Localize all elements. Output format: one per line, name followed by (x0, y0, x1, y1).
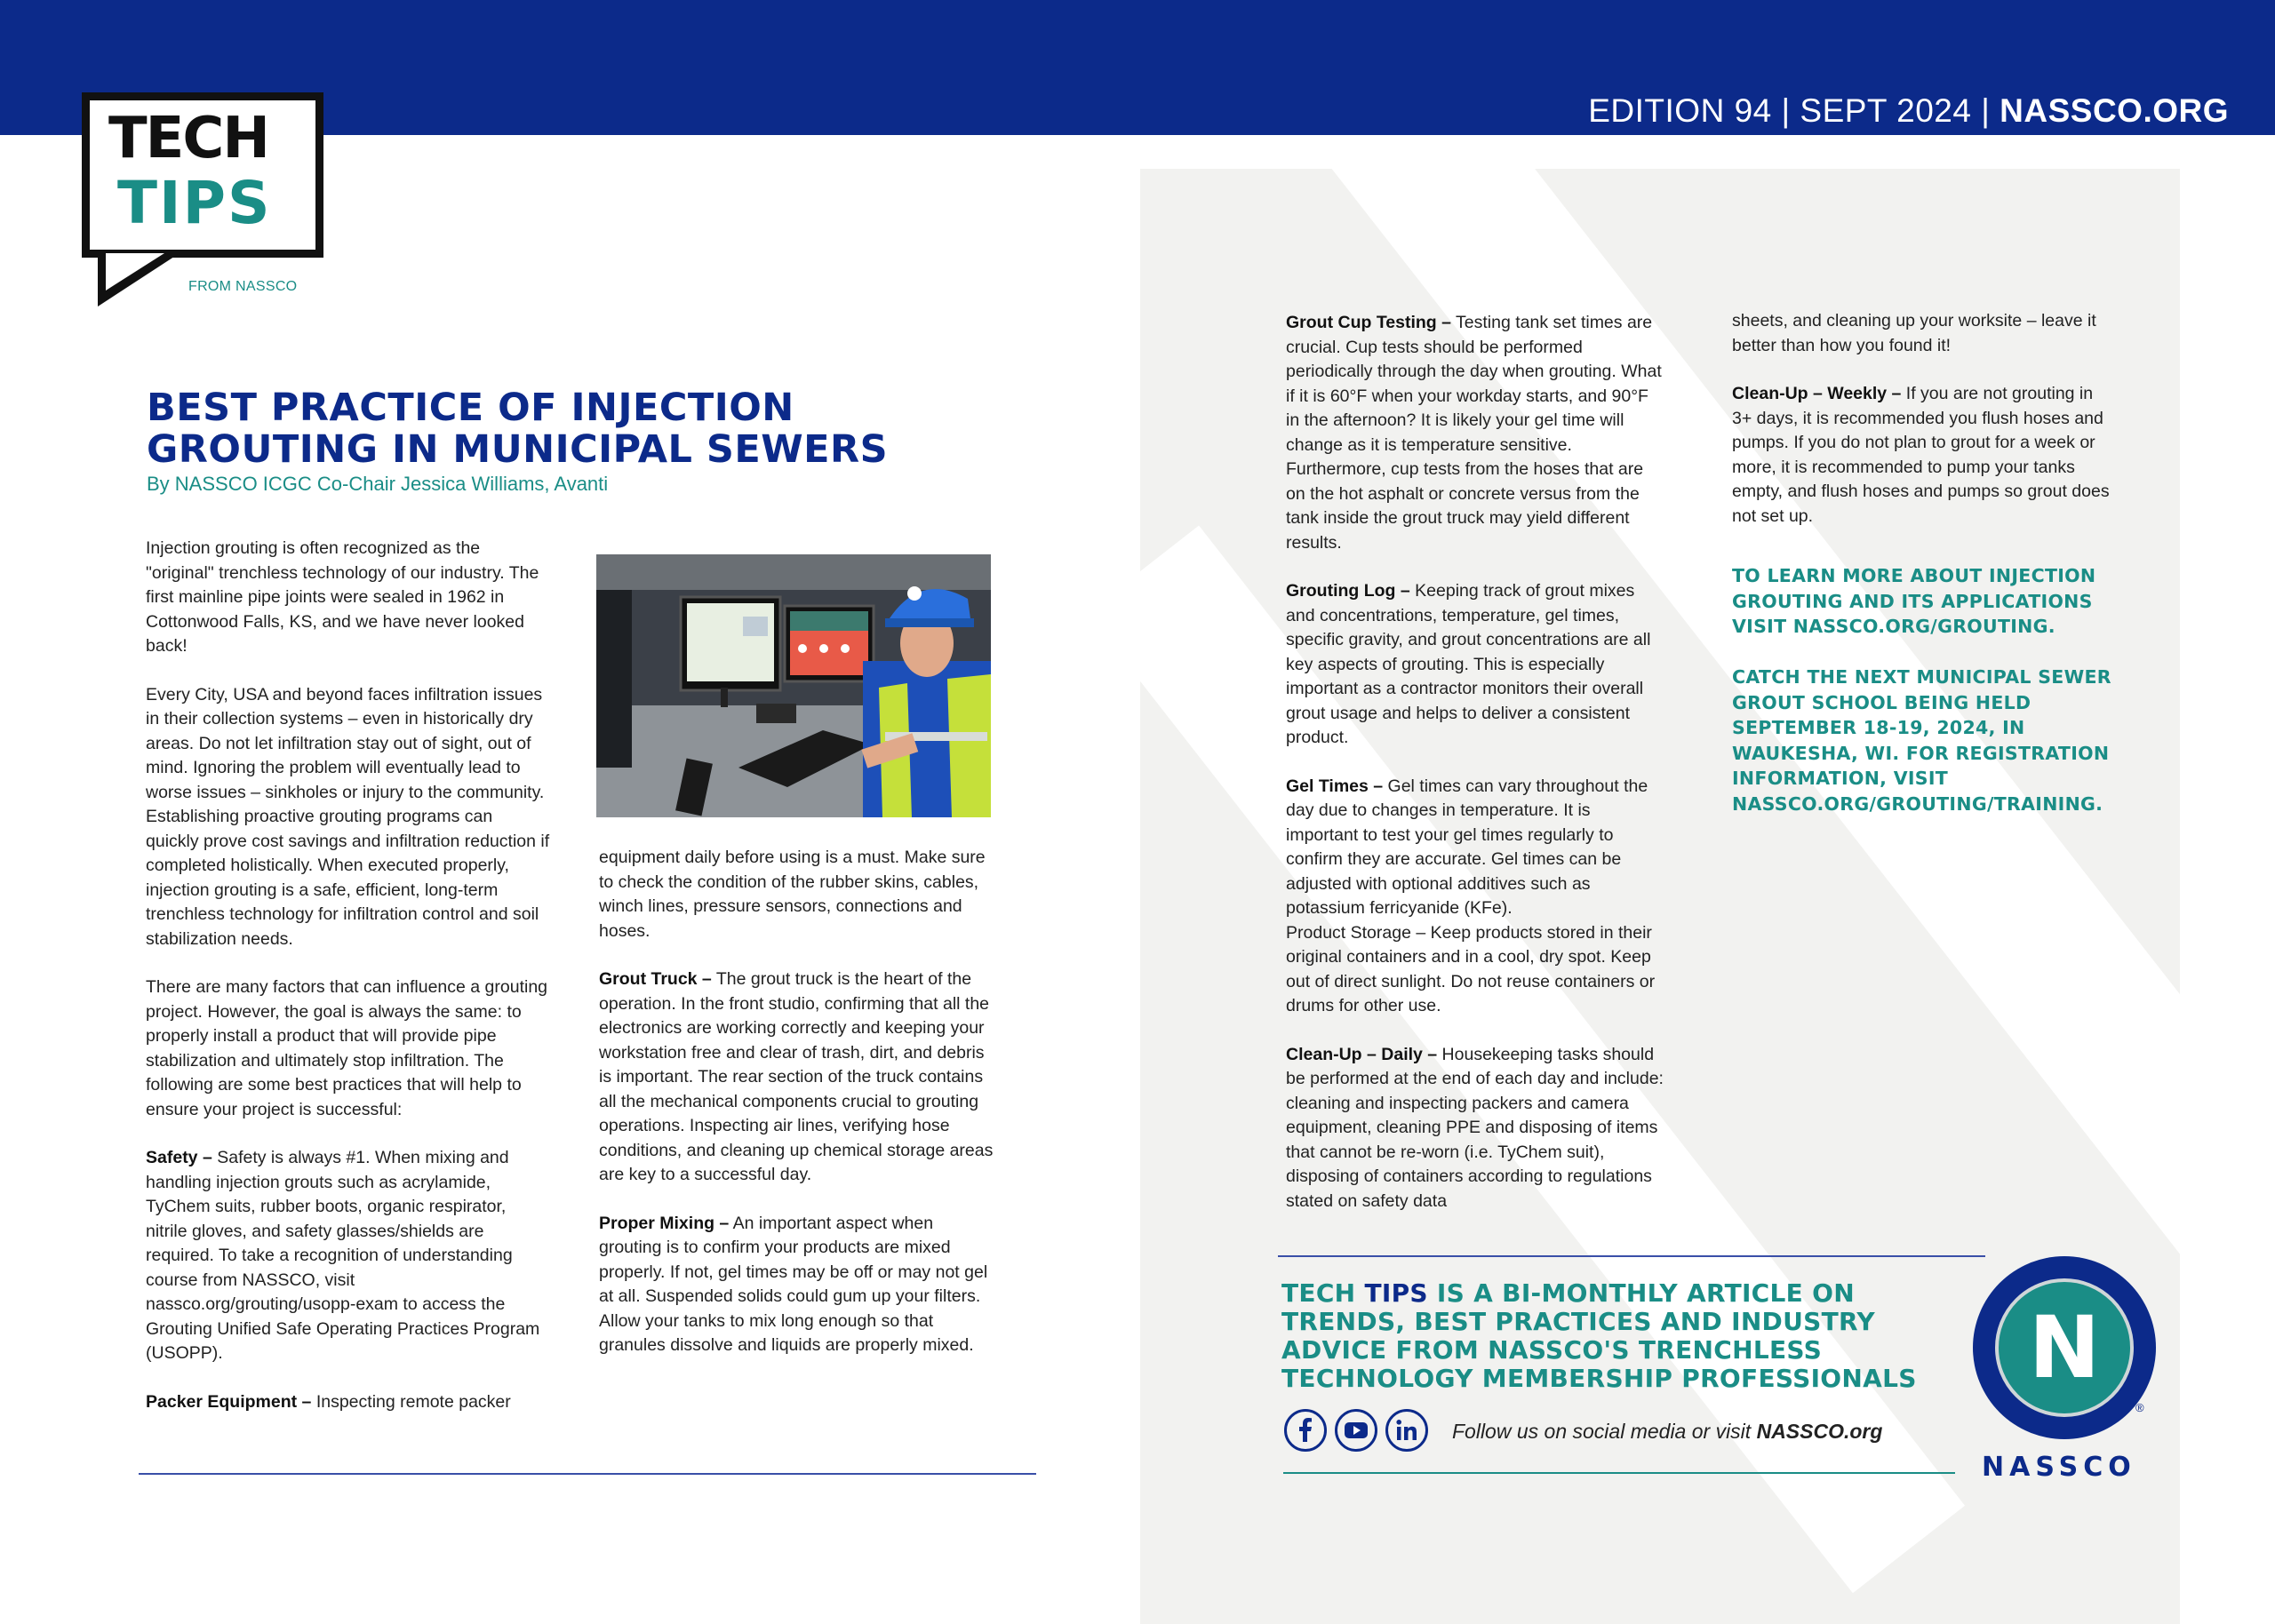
follow-link[interactable]: NASSCO.org (1756, 1420, 1883, 1443)
infiltration-paragraph: Every City, USA and beyond faces infiltration issues in their collection systems – even in historically dry areas. Do not let infiltration stay out of sight, out of mind. Ignoring the problem will eventually lead to worse issues – sinkholes or injury to the community. Establishing proactive grouting programs can quickly prove cost savings and infiltration reduction if completed holistically. When executed properly, injection grouting is a safe, efficient, long-term trenchless technology for infiltration control and soil stabilization needs. (146, 684, 550, 949)
left-page-divider (139, 1473, 1036, 1475)
cleanup-daily-paragraph (1286, 1043, 1666, 1214)
grouting-log-text: Keeping track of grout mixes and concentrations, temperature, gel times, specific gravity, and grout concentrations are all key aspects of grouting. This is especially important as a contractor monitors their overall grout usage and helps to deliver a consistent product. (1286, 581, 1651, 747)
cleanup-daily-label: Clean-Up – Daily – (1286, 1044, 1438, 1064)
follow-text: Follow us on social media or visit (1452, 1420, 1757, 1443)
title-line-1: BEST PRACTICE OF INJECTION (147, 386, 794, 430)
gel-times-label: Gel Times – (1286, 776, 1384, 796)
right-page-divider (1278, 1255, 1985, 1257)
cleanup-weekly-label: Clean-Up – Weekly – (1732, 384, 1902, 403)
edition-text: EDITION 94 | SEPT 2024 | (1588, 92, 1991, 129)
packer-text: Inspecting remote packer (311, 1391, 511, 1412)
site-link[interactable]: NASSCO.ORG (2000, 92, 2229, 129)
registered-mark: ® (2135, 1401, 2144, 1414)
grouting-log-label: Grouting Log – (1286, 581, 1410, 601)
gel-times-paragraph (1286, 775, 1666, 921)
facebook-icon[interactable] (1284, 1409, 1327, 1452)
youtube-icon[interactable] (1335, 1409, 1377, 1452)
promo-tech: TECH (1281, 1278, 1365, 1308)
grouting-log-paragraph (1286, 579, 1666, 751)
edition-line (1588, 92, 2229, 130)
proper-mixing-text: An important aspect when grouting is to confirm your products are mixed properly. If not, gel times may be off or may not gel at all. Suspended solids could gum up your filters. Allow your tanks to mix long enough so that granules dissolve and liquids are properly mixed. (599, 1213, 988, 1355)
column-1 (146, 537, 550, 1414)
nassco-wordmark: NASSCO (1982, 1452, 2136, 1483)
grout-truck-paragraph (599, 967, 994, 1188)
packer-continued-paragraph: equipment daily before using is a must. Make sure to check the condition of the rubber skins, cables, winch lines, pressure sensors, connections and hoses. (599, 848, 986, 941)
linkedin-icon[interactable] (1385, 1409, 1428, 1452)
proper-mixing-paragraph (599, 1212, 994, 1358)
grout-truck-photo (596, 554, 991, 817)
logo-tagline: FROM NASSCO (188, 279, 298, 294)
safety-text: Safety is always #1. When mixing and handling injection grouts such as acrylamide, TyChem suits, rubber boots, organic respirator, nitrile gloves, and safety glasses/shields are required. To take a recognition of understanding course from NASSCO, visit nassco.org/grouting/usopp-exam to access the Grouting Unified Safe Operating Practices Program (USOPP). (146, 1148, 540, 1363)
grout-truck-text: The grout truck is the heart of the operation. In the front studio, confirming that all the electronics are working correctly and keeping your workstation free and clear of trash, dirt, and debris is important. The rear section of the truck contains all the mechanical components crucial to grouting operations. Inspecting air lines, verifying hose conditions, and cleaning up chemical storage areas are key to a successful day. (599, 969, 994, 1184)
safety-label: Safety – (146, 1148, 212, 1167)
promo-statement (1281, 1279, 1957, 1393)
logo-speech-tail-inner (106, 253, 164, 291)
cleanup-weekly-paragraph (1732, 382, 2116, 529)
logo-tech-text: TECH (108, 106, 268, 171)
factors-paragraph: There are many factors that can influence a grouting project. However, the goal is always the same: to properly install a product that will provide pipe stabilization and ultimately stop infiltration. The following are some best practices that will help to ensure your project is successful: (146, 977, 548, 1119)
cta-grout-school[interactable]: CATCH THE NEXT MUNICIPAL SEWER GROUT SCHOOL BEING HELD SEPTEMBER 18-19, 2024, IN WAUKESHA, WI. FOR REGISTRATION INFORMATION, VISIT NASSCO.ORG/GROUTING/TRAINING. (1732, 666, 2111, 815)
bg-stripe (2180, 169, 2275, 1624)
grout-cup-text: Testing tank set times are crucial. Cup tests should be performed periodically through the day when grouting. What if it is 60°F when your workday starts, and 90°F in the afternoon? It is likely your gel time will change as it is temperature sensitive. Furthermore, cup tests from the hoses that are on the hot asphalt or concrete versus from the tank inside the grout truck may yield different results. (1286, 313, 1662, 553)
cleanup-daily-continued: sheets, and cleaning up your worksite – leave it better than how you found it! (1732, 311, 2096, 355)
column-4 (1732, 309, 2116, 553)
article-title (147, 387, 946, 471)
nassco-logo-letter: N (2028, 1298, 2101, 1397)
grout-cup-label: Grout Cup Testing – (1286, 313, 1451, 332)
packer-label: Packer Equipment – (146, 1391, 312, 1412)
product-storage-paragraph: Product Storage – Keep products stored in their original containers and in a cool, dry spot. Keep out of direct sunlight. Do not reuse containers or drums for other use. (1286, 922, 1656, 1015)
promo-underline (1283, 1472, 1955, 1474)
title-line-2: GROUTING IN MUNICIPAL SEWERS (147, 427, 889, 472)
cta-learn-more[interactable]: TO LEARN MORE ABOUT INJECTION GROUTING AND ITS APPLICATIONS VISIT NASSCO.ORG/GROUTING. (1732, 565, 2096, 637)
promo-tips: TIPS (1364, 1278, 1428, 1308)
grout-truck-label: Grout Truck – (599, 969, 712, 989)
gel-times-text: Gel times can vary throughout the day due to changes in temperature. It is important to test your gel times regularly to confirm they are accurate. Gel times can be adjusted with optional additives such as potassium ferricyanide (KFe). (1286, 776, 1648, 918)
cleanup-daily-text: Housekeeping tasks should be performed at the end of each day and include: cleaning and inspecting packers and camera equipment, cleaning PPE and disposing of items that cannot be re-worn (i.e. TyChem suit), disposing of containers according to regulations stated on safety data (1286, 1044, 1664, 1211)
grout-cup-paragraph (1286, 311, 1666, 555)
cleanup-weekly-text: If you are not grouting in 3+ days, it is recommended you flush hoses and pumps. If you do not plan to grout for a week or more, it is recommended to pump your tanks empty, and flush hoses and pumps so grout does not set up. (1732, 384, 2110, 526)
proper-mixing-label: Proper Mixing – (599, 1213, 730, 1233)
column-2 (599, 846, 994, 1358)
safety-paragraph (146, 1146, 550, 1366)
follow-line (1452, 1420, 1882, 1444)
logo-tips-text: TIPS (117, 169, 272, 237)
promo-rest: IS A BI-MONTHLY ARTICLE ON TRENDS, BEST PRACTICES AND INDUSTRY ADVICE FROM NASSCO'S TRENCHLESS TECHNOLOGY MEMBERSHIP PROFESSIONALS (1281, 1278, 1917, 1393)
intro-paragraph: Injection grouting is often recognized as the "original" trenchless technology of our industry. The first mainline pipe joints were sealed in 1962 in Cottonwood Falls, KS, and we have never looked back! (146, 538, 539, 656)
byline: By NASSCO ICGC Co-Chair Jessica Williams, Avanti (147, 473, 609, 495)
packer-paragraph (146, 1390, 550, 1415)
column-3 (1286, 311, 1666, 1214)
